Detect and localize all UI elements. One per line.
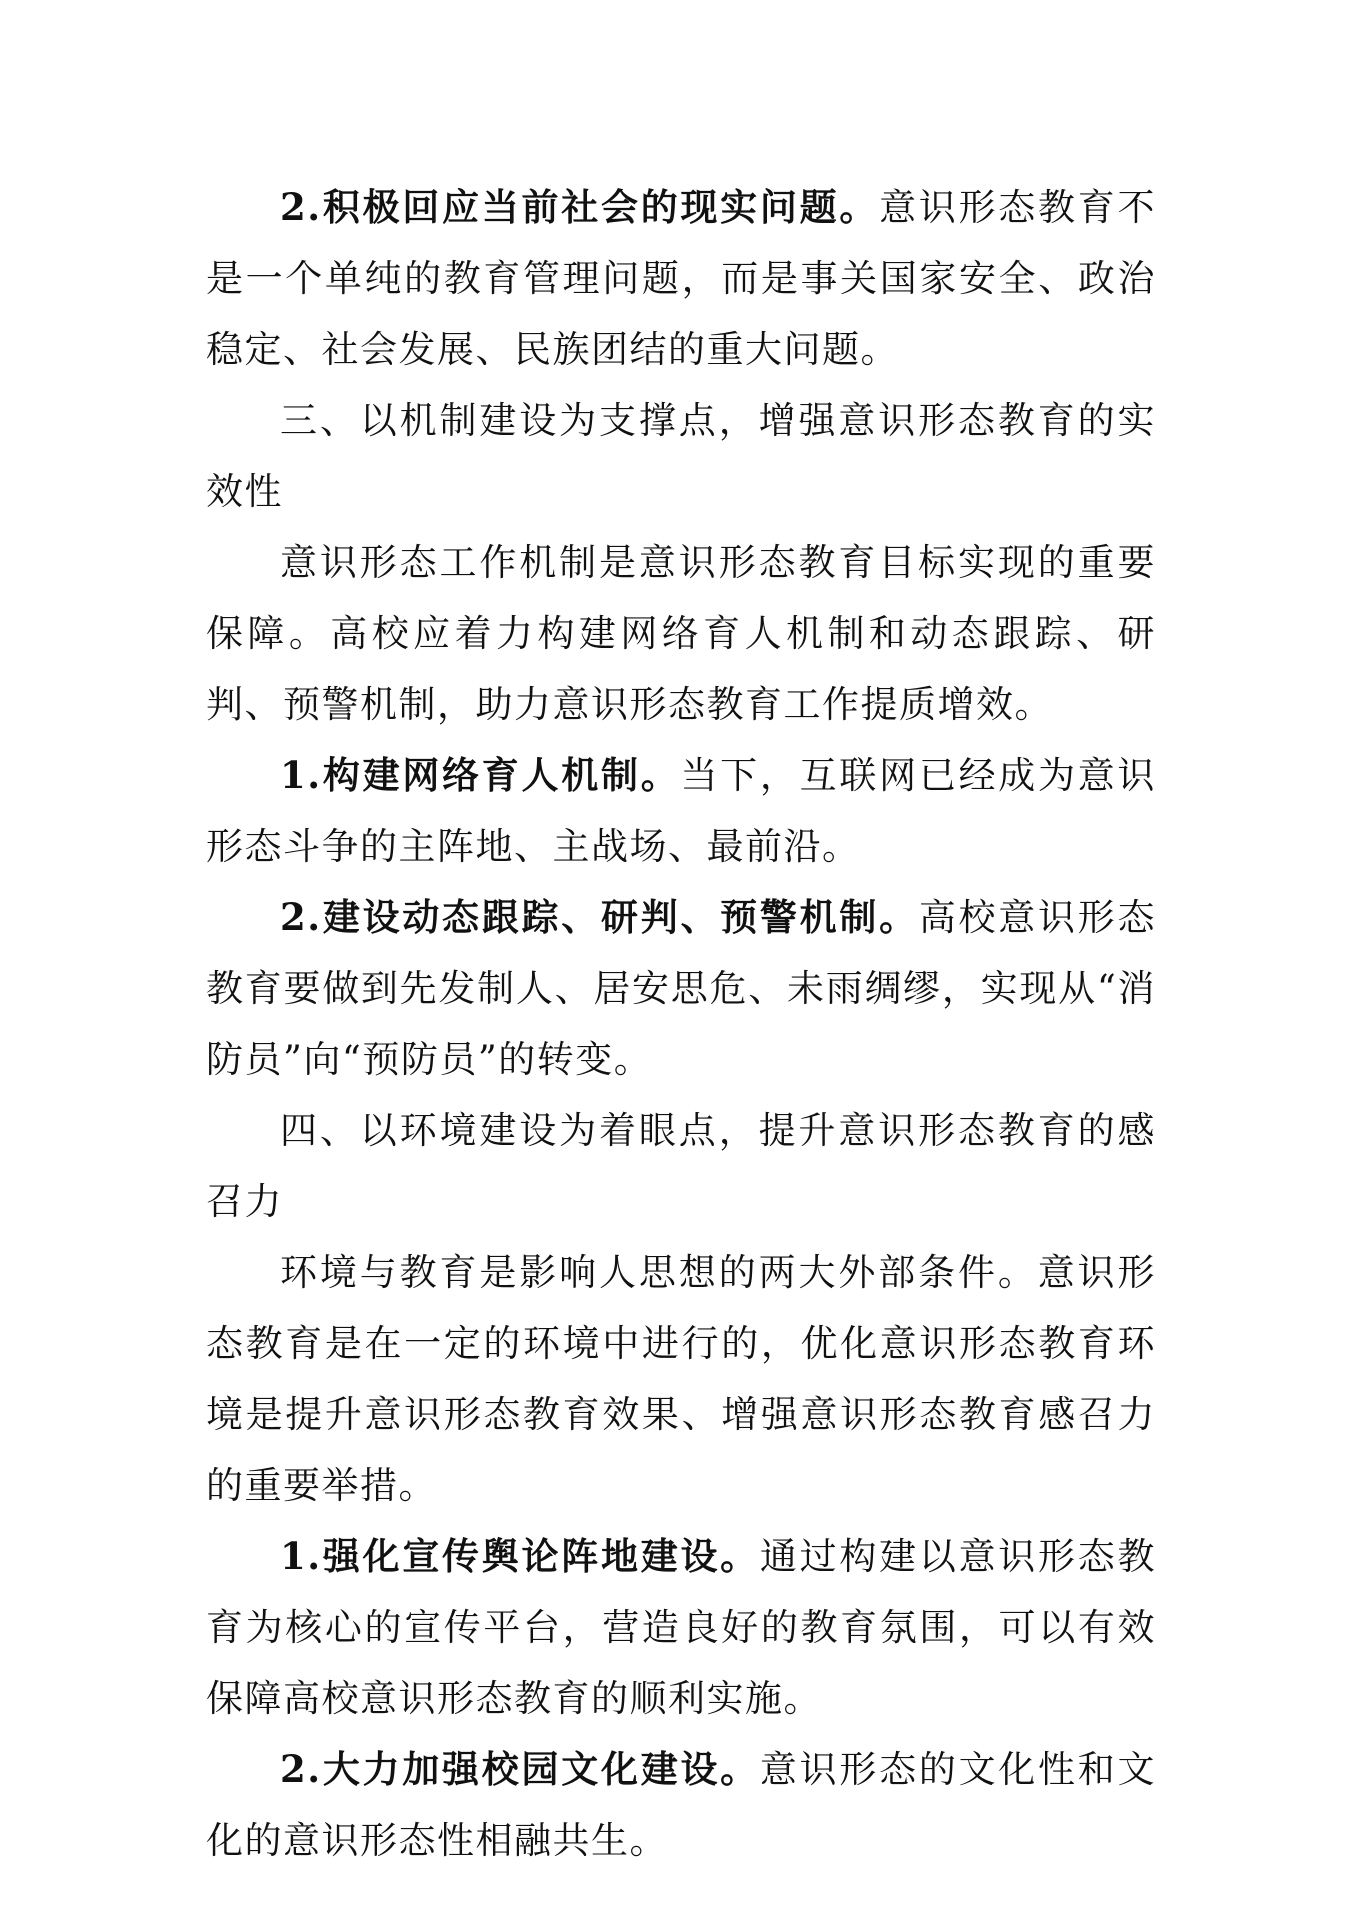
paragraph-lead-bold: 1.构建网络育人机制。 — [280, 753, 681, 797]
paragraph-text: 通过构建以意识形态教育为核心的宣传平台，营造良好的教育氛围，可以有效保障高校意识形态教育的顺利实施。 — [206, 1535, 1156, 1720]
paragraph-text: 当下，互联网已经成为意识形态斗争的主阵地、主战场、最前沿。 — [206, 754, 1156, 868]
section-heading-environment: 四、以环境建设为着眼点，提升意识形态教育的感召力 — [206, 1109, 1156, 1223]
paragraph-network-mechanism — [206, 740, 1156, 882]
paragraph-campus-culture — [206, 1734, 1156, 1876]
paragraph-text: 高校意识形态教育要做到先发制人、居安思危、未雨绸缪，实现从“消防员”向“预防员”的转变。 — [206, 896, 1156, 1081]
paragraph-lead-bold: 2.建设动态跟踪、研判、预警机制。 — [280, 895, 919, 939]
paragraph-warning-mechanism — [206, 882, 1156, 1095]
paragraph-lead-bold: 1.强化宣传舆论阵地建设。 — [280, 1534, 760, 1578]
paragraph-respond-social-issues — [206, 172, 1156, 385]
paragraph-text: 意识形态教育不是一个单纯的教育管理问题，而是事关国家安全、政治稳定、社会发展、民族团结的重大问题。 — [206, 186, 1156, 371]
paragraph-lead-bold: 2.大力加强校园文化建设。 — [280, 1747, 760, 1791]
paragraph-environment-intro — [206, 1237, 1156, 1521]
paragraph-mechanism-intro — [206, 527, 1156, 740]
paragraph-text: 意识形态工作机制是意识形态教育目标实现的重要保障。高校应着力构建网络育人机制和动态跟踪、研判、预警机制，助力意识形态教育工作提质增效。 — [206, 541, 1156, 726]
paragraph-text: 环境与教育是影响人思想的两大外部条件。意识形态教育是在一定的环境中进行的，优化意识形态教育环境是提升意识形态教育效果、增强意识形态教育感召力的重要举措。 — [206, 1251, 1156, 1507]
paragraph-text: 意识形态的文化性和文化的意识形态性相融共生。 — [206, 1748, 1156, 1862]
paragraph-lead-bold: 2.积极回应当前社会的现实问题。 — [280, 185, 880, 229]
section-heading-mechanism: 三、以机制建设为支撑点，增强意识形态教育的实效性 — [206, 399, 1156, 513]
document-body — [206, 172, 1156, 1876]
paragraph-publicity-platform — [206, 1521, 1156, 1734]
